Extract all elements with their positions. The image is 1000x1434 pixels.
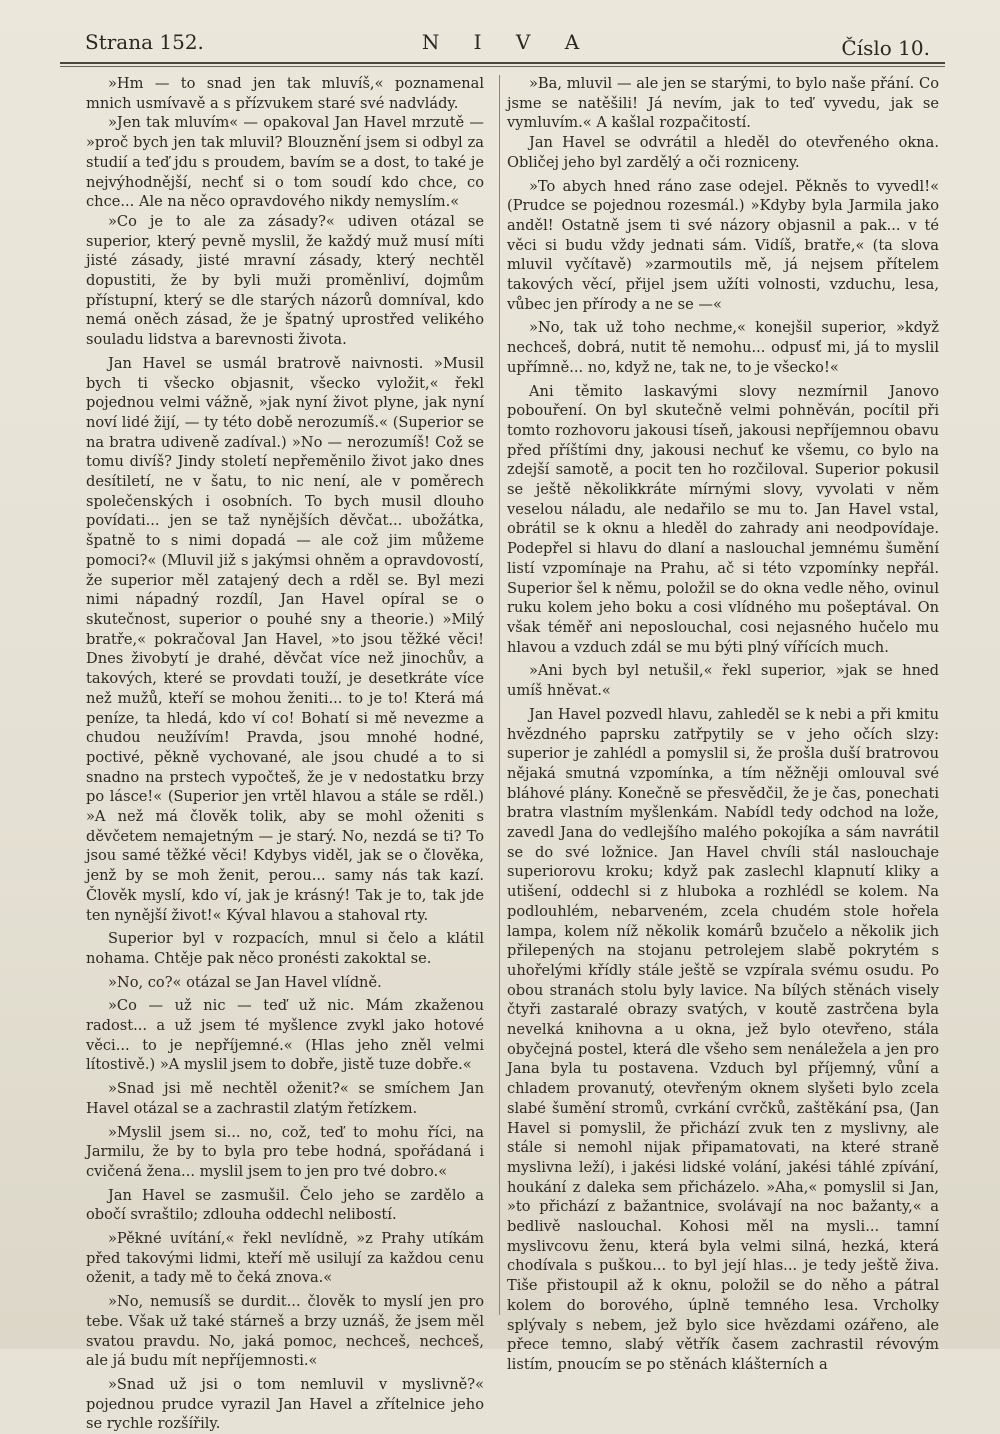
paragraph: Ani těmito laskavými slovy nezmírnil Janovo pobouření. On byl skutečně velmi pohněván, pocítil při tomto rozhovoru jakousi tíseň, jakousi nepříjemnou obavu před příštími dny, jakousi nechuť ke všemu, co bylo na zdejší samotě, a pocit ten ho rozčiloval. Superior pokusil se ještě několikkráte mírnými slovy, vyvolati v něm veselou náladu, ale nedařilo se mu to. Jan Havel vstal, obrátil se k oknu a hleděl do zahrady ani neodpovídaje. Podepřel si hlavu do dlaní a naslouchal jemnému šumění listí vzpomínaje na Prahu, ač si této vzpomínky nepřál. Superior šel k němu, položil se do okna vedle něho, ovinul ruku kolem jeho boku a cosi vlídného mu pošeptával. On však téměř ani neposlouchal, cosi nejasného hučelo mu hlavou a vzduch zdál se mu býti plný vířících much. [507, 382, 939, 656]
right-column [507, 74, 939, 1373]
paragraph: Superior byl v rozpacích, mnul si čelo a klátil nohama. Chtěje pak něco pronésti zakoktal se. [86, 930, 484, 967]
page-header [85, 26, 930, 62]
paragraph: Jan Havel pozvedl hlavu, zahleděl se k nebi a při kmitu hvězdného paprsku zatřpytily se v jeho očích slzy: superior je zahlédl a pomyslil si, že prošla duší bratrovou nějaká smutná vzpomínka, a tím něžněji omlouval své bláhové plány. Konečně se přesvědčil, že je čas, ponechati bratra vlastním myšlenkám. Nabídl tedy odchod na lože, zavedl Jana do vedlejšího malého pokojíka a sám navrátil se do své ložnice. Jan Havel chvíli stál naslouchaje superiorovu kroku; když pak zaslechl klapnutí kliky a utišení, oddechl si z hluboka a rozhlédl se kolem. Na podlouhlém, nebarveném, zcela chudém stole hořela lampa, kolem níž několik komárů bzučelo a několik jich přilepených na stojanu petrolejem slabě pokrytém s uhořelými křídly stále ještě se vzpírala svému osudu. Po obou stranách stolu byly lavice. Na bílých stěnách visely čtyři zastaralé obrazy svatých, v koutě zastrčena byla nevelká knihovna a u okna, jež bylo otevřeno, stála obyčejná postel, která dle všeho sem nenáležela a jen pro Jana byla tu postavena. Vzduch byl příjemný, vůní a chladem provanutý, otevřeným oknem slyšeti bylo zcela slabé šumění stromů, cvrkání cvrčků, zaštěkání psa, (Jan Havel si pomyslil, že přichází zvuk ten z myslivny, ale stále si nemohl nijak připamatovati, na které straně myslivna leží), i jakési lidské volání, jakési táhlé zpívání, houkání z daleka sem přicházelo. »Aha,« pomyslil si Jan, »to přichází z bažantnice, svolávají na noc bažanty,« a bedlivě naslouchal. Kohosi měl na mysli... tamní myslivcovu ženu, která byla velmi silná, hezká, která chodívala s puškou... to byl její hlas... je tedy ještě živa. Tiše přistoupil až k oknu, položil se do něho a pátral kolem do borového, úplně temného lesa. Vrcholky splývaly s nebem, jež bylo sice hvězdami ozářeno, ale přece temno, slabý větřík časem zachrastil révovým listím, pnoucím se po stěnách klášterních a [507, 705, 939, 1373]
paragraph: »Co — už nic — teď už nic. Mám zkaženou radost... a už jsem té myšlence zvykl jako hotové věci... to je nepříjemné.« (Hlas jeho zněl velmi lítostivě.) »A myslil jsem to dobře, jistě tuze dobře.« [86, 997, 484, 1074]
paragraph: »Pěkné uvítání,« řekl nevlídně, »z Prahy utíkám před takovými lidmi, kteří mě usilují za každou cenu oženit, a tady mě to čeká znova.« [86, 1230, 484, 1287]
column-divider [499, 75, 500, 1315]
paragraph: »No, tak už toho nechme,« konejšil superior, »když nechceš, dobrá, nutit tě nemohu... odpusť mi, já to myslil upřímně... no, když ne, tak ne, to je všecko!« [507, 319, 939, 376]
issue-number: Číslo 10. [841, 36, 930, 60]
paragraph: »Snad už jsi o tom nemluvil v myslivně?« pojednou prudce vyrazil Jan Havel a zřítelnice jeho se rychle rozšířily. [86, 1376, 484, 1433]
paragraph: »Ba, mluvil — ale jen se starými, to bylo naše přání. Co jsme se natěšili! Já nevím, jak to teď vyvedu, jak se vymluvím.« A kašlal rozpačitostí. [507, 75, 939, 132]
paragraph: »To abych hned ráno zase odejel. Pěkněs to vyvedl!« (Prudce se pojednou rozesmál.) »Kdyby byla Jarmila jako anděl! Ostatně jsem ti své názory objasnil a pak... v té věci si budu vždy jednati sám. Vidíš, bratře,« (ta slova mluvil vyčítavě) »zarmoutils mě, já nejsem přítelem takových věcí, přijel jsem užíti volnosti, vzduchu, lesa, vůbec jen přírody a ne se —« [507, 177, 939, 313]
paragraph: »No, co?« otázal se Jan Havel vlídně. [108, 973, 382, 991]
paragraph: »Snad jsi mě nechtěl oženit?« se smíchem Jan Havel otázal se a zachrastil zlatým řetízkem. [86, 1080, 484, 1117]
left-column [86, 74, 484, 1433]
paragraph: »Myslil jsem si... no, což, teď to mohu říci, na Jarmilu, že by to byla pro tebe hodná, spořádaná i cvičená žena... myslil jsem to jen pro tvé dobro.« [86, 1123, 484, 1180]
journal-title: N I V A [421, 30, 594, 54]
paragraph: Jan Havel se odvrátil a hleděl do otevřeného okna. Obličej jeho byl zardělý a oči rozniceny. [507, 134, 939, 171]
paragraph: »Jen tak mluvím« — opakoval Jan Havel mrzutě — »proč bych jen tak mluvil? Blouznění jsem si odbyl za studií a teď jdu s proudem, bavím se a dost, to také je nejvýhodnější, nechť si o tom soudí kdo chce, co chce... Ale na něco opravdového nikdy nemyslím.« [86, 114, 484, 211]
paragraph: »No, nemusíš se durdit... člověk to myslí jen pro tebe. Však už také stárneš a brzy uznáš, že jsem měl svatou pravdu. No, jaká pomoc, nechceš, nechceš, ale já budu mít nepříjemnosti.« [86, 1293, 484, 1370]
paragraph: »Hm — to snad jen tak mluvíš,« poznamenal mnich usmívavě a s přízvukem staré své nadvlády. [86, 75, 484, 112]
paragraph: »Co je to ale za zásady?« udiven otázal se superior, který pevně myslil, že každý muž musí míti jisté zásady, jisté mravní zásady, který nechtěl dopustiti, že by byli muži proměnliví, dojmům přístupní, který se dle starých názorů domníval, kdo nemá oněch zásad, že je špatný uprostřed velikého souladu lidstva a barevnosti života. [86, 212, 484, 349]
paragraph: »Ani bych byl netušil,« řekl superior, »jak se hned umíš hněvat.« [507, 662, 939, 700]
page-number: Strana 152. [85, 30, 204, 54]
header-rule-thick [60, 62, 945, 64]
header-rule-thin [60, 66, 945, 67]
paragraph: Jan Havel se zasmušil. Čelo jeho se zardělo a obočí svraštilo; zdlouha oddechl nelibostí. [86, 1186, 484, 1224]
paragraph: Jan Havel se usmál bratrově naivnosti. »Musil bych ti všecko objasnit, všecko vyložit,« řekl pojednou velmi vážně, »jak nyní život plyne, jak nyní noví lidé žijí, — ty této době nerozumíš.« (Superior se na bratra udiveně zadíval.) »No — nerozumíš! Což se tomu divíš? Jindy století nepřeměnilo život jako dnes desítiletí, ne v šatu, to nic není, ale v poměrech společenských i osobních. To bych musil dlouho povídati... jen se taž nynějších děvčat... ubožátka, špatně to s nimi dopadá — ale což jim můžeme pomoci?« (Mluvil již s jakýmsi ohněm a opravdovostí, že superior měl zatajený dech a rděl se. Byl mezi nimi nápadný rozdíl, Jan Havel opíral se o skutečnost, superior o pouhé sny a theorie.) »Milý bratře,« pokračoval Jan Havel, »to jsou těžké věci! Dnes živobytí je drahé, děvčat více než jinochův, a takových, které se provdati touží, je desetkráte více než mužů, kteří se mohou ženiti... to je to! Která má peníze, ta hledá, kdo ví co! Bohatí si mě nevezme a chudou neužívím! Pravda, jsou mnohé hodné, poctivé, pěkně vychované, ale jsou chudé a to si snadno na prstech vypočteš, že je v nedostatku brzy po lásce!« (Superior jen vrtěl hlavou a stále se rděl.) »A než má člověk tolik, aby se mohl oženiti s děvčetem nemajetným — je starý. No, nezdá se ti? To jsou samé těžké věci! Kdybys viděl, jak se o člověka, jenž by se moh ženit, perou... samy nás tak kazí. Člověk myslí, kdo ví, jak je krásný! Tak je to, tak jde ten nynější život!« Kýval hlavou a stahoval rty. [86, 354, 484, 924]
